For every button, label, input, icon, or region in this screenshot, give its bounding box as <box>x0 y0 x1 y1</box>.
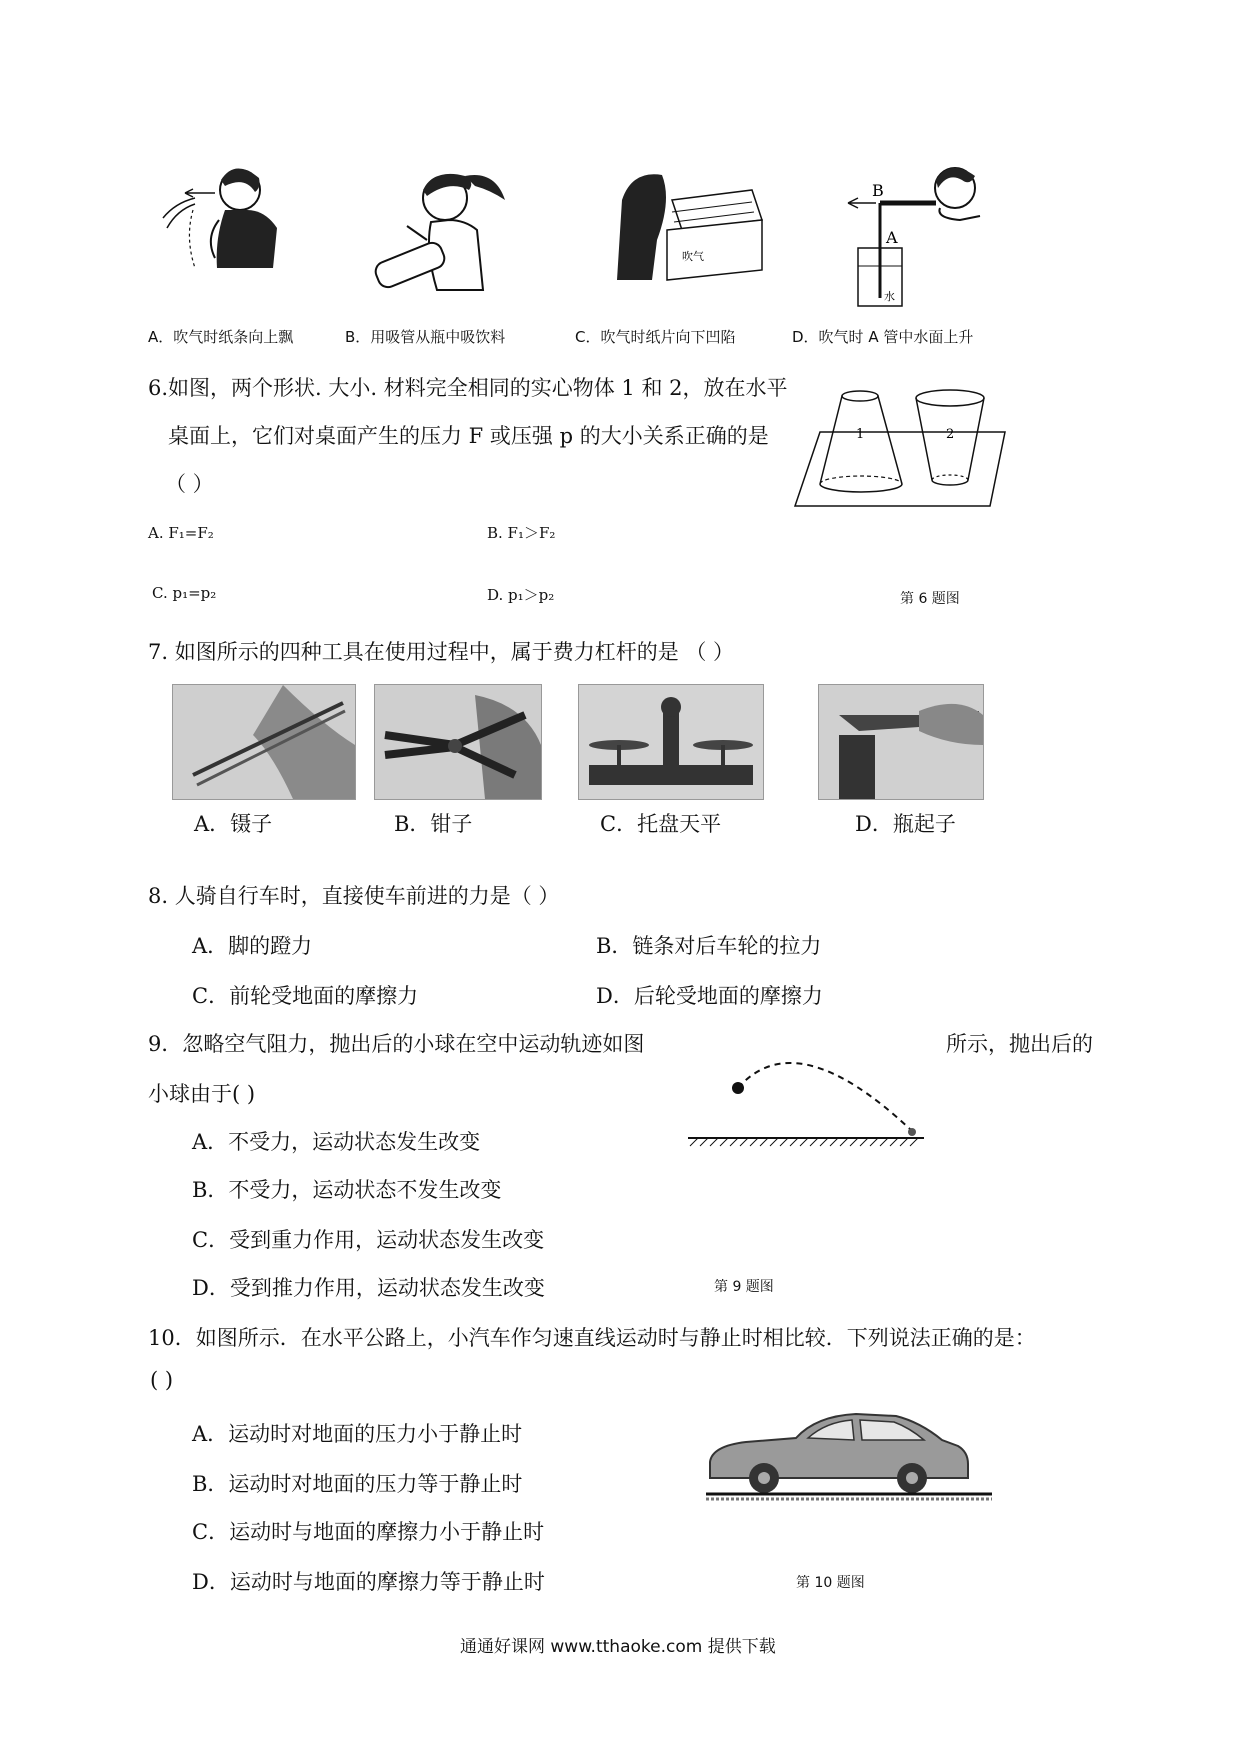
figure-straw-bottle <box>365 160 540 305</box>
figure-blow-tube-water <box>840 158 990 308</box>
q5-option-b: B．用吸管从瓶中吸饮料 <box>345 328 506 346</box>
figure-q10-car <box>706 1402 992 1502</box>
q10-text-line2: ( ) <box>150 1368 174 1392</box>
photo-balance-scale <box>578 684 764 800</box>
q9-option-d: D．受到推力作用，运动状态发生改变 <box>192 1276 545 1300</box>
q6-caption: 第 6 题图 <box>900 591 960 607</box>
q10-option-a: A．运动时对地面的压力小于静止时 <box>192 1422 523 1446</box>
q9-text-line1a: 9．忽略空气阻力，抛出后的小球在空中运动轨迹如图 <box>148 1032 645 1056</box>
q9-caption: 第 9 题图 <box>714 1279 774 1295</box>
q9-option-c: C．受到重力作用，运动状态发生改变 <box>192 1228 545 1252</box>
q6-option-b: B. F₁＞F₂ <box>487 524 556 542</box>
q9-text-line2: 小球由于( ) <box>148 1082 256 1106</box>
q5-option-d: D．吹气时 A 管中水面上升 <box>792 328 974 346</box>
photo-bottle-opener <box>818 684 984 800</box>
q8-option-b: B．链条对后车轮的拉力 <box>596 934 822 958</box>
q6-answer-blank: （ ） <box>165 472 214 496</box>
label-object-2: 2 <box>946 427 955 442</box>
figure-blow-paper-strip <box>155 158 305 303</box>
q10-option-b: B．运动时对地面的压力等于静止时 <box>192 1472 523 1496</box>
q8-option-c: C．前轮受地面的摩擦力 <box>192 984 419 1008</box>
figure-blow-paper-sheets <box>612 160 772 300</box>
q8-text: 8. 人骑自行车时，直接使车前进的力是（ ） <box>148 884 560 908</box>
footer-source: 通通好课网 www.tthaoke.com 提供下载 <box>460 1637 776 1657</box>
photo-pliers <box>374 684 542 800</box>
figure-q9-trajectory <box>686 1052 926 1152</box>
label-object-1: 1 <box>856 427 865 442</box>
photo-tweezers <box>172 684 356 800</box>
label-water: 水 <box>884 290 895 303</box>
q7-option-a: A．镊子 <box>194 812 273 836</box>
q7-option-d: D．瓶起子 <box>855 812 956 836</box>
q6-option-c: C. p₁=p₂ <box>152 584 217 602</box>
q9-option-a: A．不受力，运动状态发生改变 <box>192 1130 481 1154</box>
q6-text-line1: 6.如图，两个形状. 大小. 材料完全相同的实心物体 1 和 2，放在水平 <box>148 376 788 400</box>
q8-option-d: D．后轮受地面的摩擦力 <box>596 984 823 1008</box>
q10-option-c: C．运动时与地面的摩擦力小于静止时 <box>192 1520 545 1544</box>
q6-text-line2: 桌面上，它们对桌面产生的压力 F 或压强 p 的大小关系正确的是 <box>168 424 769 448</box>
q7-option-b: B．钳子 <box>394 812 473 836</box>
q6-option-d: D. p₁＞p₂ <box>487 586 555 604</box>
q5-option-c: C．吹气时纸片向下凹陷 <box>575 328 736 346</box>
q8-option-a: A．脚的蹬力 <box>192 934 313 958</box>
q10-caption: 第 10 题图 <box>796 1575 865 1591</box>
blow-label: 吹气 <box>682 250 704 263</box>
q10-text-line1: 10．如图所示．在水平公路上，小汽车作匀速直线运动时与静止时相比较．下列说法正确的是： <box>148 1326 1036 1350</box>
q9-text-line1b: 所示，抛出后的 <box>946 1032 1093 1056</box>
q9-option-b: B．不受力，运动状态不发生改变 <box>192 1178 502 1202</box>
q6-option-a: A. F₁=F₂ <box>148 524 214 542</box>
q7-text: 7. 如图所示的四种工具在使用过程中，属于费力杠杆的是 （ ） <box>148 640 735 664</box>
label-a: A <box>886 228 898 247</box>
label-b: B <box>872 181 884 200</box>
q7-option-c: C．托盘天平 <box>600 812 722 836</box>
q10-option-d: D．运动时与地面的摩擦力等于静止时 <box>192 1570 545 1594</box>
q5-option-a: A．吹气时纸条向上飘 <box>148 328 294 346</box>
figure-q6-frustums <box>790 388 1010 508</box>
